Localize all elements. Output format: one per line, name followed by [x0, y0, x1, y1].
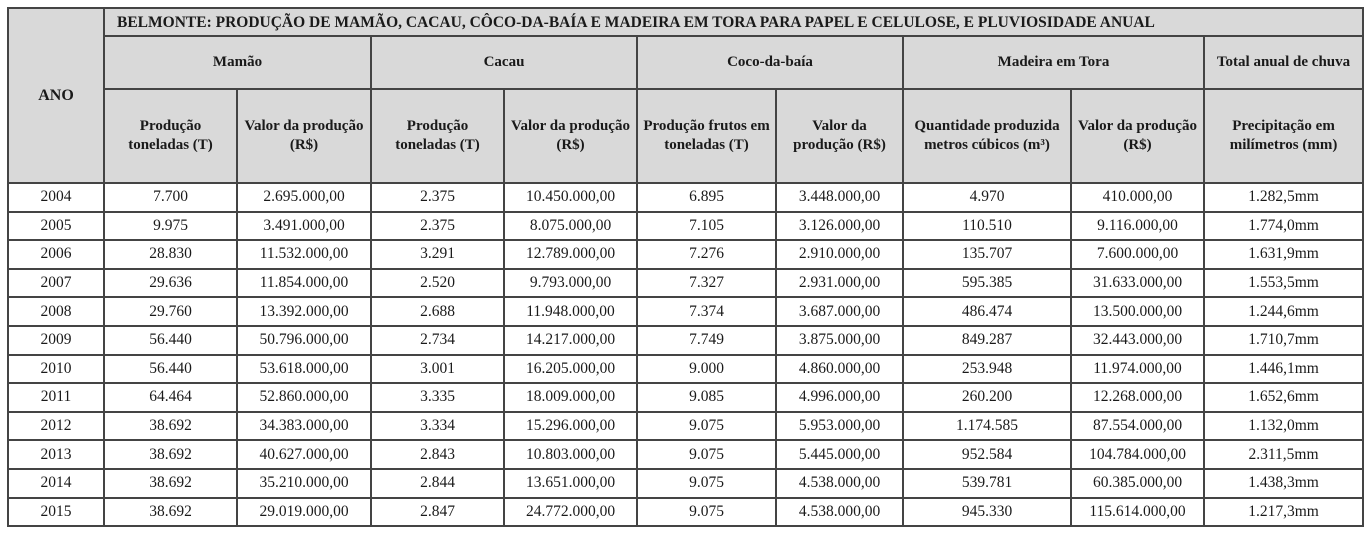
table-cell: 8.075.000,00 — [504, 212, 637, 241]
table-cell: 13.500.000,00 — [1071, 297, 1204, 326]
table-cell: 12.789.000,00 — [504, 240, 637, 269]
table-row — [8, 183, 1363, 212]
table-cell: 1.438,3mm — [1204, 469, 1363, 498]
table-cell: 253.948 — [903, 355, 1071, 384]
table-cell: 539.781 — [903, 469, 1071, 498]
table-cell: 10.803.000,00 — [504, 440, 637, 469]
table-cell: 1.652,6mm — [1204, 383, 1363, 412]
table-cell: 595.385 — [903, 269, 1071, 298]
table-cell: 2.695.000,00 — [237, 183, 371, 212]
table-cell: 56.440 — [104, 355, 237, 384]
table-row — [8, 440, 1363, 469]
table-cell: 15.296.000,00 — [504, 412, 637, 441]
table-cell: 28.830 — [104, 240, 237, 269]
table-cell: 4.996.000,00 — [776, 383, 903, 412]
table-cell: 2.375 — [371, 212, 504, 241]
table-cell: 9.975 — [104, 212, 237, 241]
table-cell: 1.174.585 — [903, 412, 1071, 441]
table-cell: 410.000,00 — [1071, 183, 1204, 212]
table-cell: 5.445.000,00 — [776, 440, 903, 469]
table-cell: 14.217.000,00 — [504, 326, 637, 355]
table-cell: 7.105 — [637, 212, 776, 241]
table-cell: 110.510 — [903, 212, 1071, 241]
table-cell: 13.651.000,00 — [504, 469, 637, 498]
table-cell: 11.948.000,00 — [504, 297, 637, 326]
table-cell: 60.385.000,00 — [1071, 469, 1204, 498]
table-cell: 9.075 — [637, 498, 776, 527]
column-header: Valor da produção (R$) — [1071, 89, 1204, 183]
table-cell: 2.847 — [371, 498, 504, 527]
table-cell: 9.075 — [637, 469, 776, 498]
table-cell: 952.584 — [903, 440, 1071, 469]
table-cell: 38.692 — [104, 440, 237, 469]
table-cell: 6.895 — [637, 183, 776, 212]
table-cell: 53.618.000,00 — [237, 355, 371, 384]
table-cell: 3.291 — [371, 240, 504, 269]
table-cell: 16.205.000,00 — [504, 355, 637, 384]
year-cell: 2009 — [8, 326, 104, 355]
year-cell: 2015 — [8, 498, 104, 527]
column-header: Valor da produção (R$) — [776, 89, 903, 183]
table-row — [8, 326, 1363, 355]
group-header-mamao: Mamão — [104, 36, 371, 89]
table-cell: 29.760 — [104, 297, 237, 326]
table-cell: 38.692 — [104, 469, 237, 498]
table-cell: 104.784.000,00 — [1071, 440, 1204, 469]
year-cell: 2008 — [8, 297, 104, 326]
year-cell: 2006 — [8, 240, 104, 269]
column-header: Precipitação em milímetros (mm) — [1204, 89, 1363, 183]
table-cell: 2.375 — [371, 183, 504, 212]
table-cell: 135.707 — [903, 240, 1071, 269]
table-cell: 29.636 — [104, 269, 237, 298]
group-header-cacau: Cacau — [371, 36, 637, 89]
table-cell: 7.600.000,00 — [1071, 240, 1204, 269]
table-cell: 3.335 — [371, 383, 504, 412]
table-cell: 1.217,3mm — [1204, 498, 1363, 527]
table-cell: 4.538.000,00 — [776, 498, 903, 527]
table-row — [8, 212, 1363, 241]
table-cell: 56.440 — [104, 326, 237, 355]
table-cell: 50.796.000,00 — [237, 326, 371, 355]
table-cell: 3.875.000,00 — [776, 326, 903, 355]
table-row — [8, 469, 1363, 498]
table-cell: 3.448.000,00 — [776, 183, 903, 212]
table-cell: 7.749 — [637, 326, 776, 355]
table-title: BELMONTE: PRODUÇÃO DE MAMÃO, CACAU, CÔCO-DA-BAÍA E MADEIRA EM TORA PARA PAPEL E CELULOSE, E PLUVIOSIDADE ANUAL — [104, 8, 1363, 36]
year-cell: 2012 — [8, 412, 104, 441]
table-cell: 38.692 — [104, 498, 237, 527]
table-cell: 2.311,5mm — [1204, 440, 1363, 469]
table-cell: 7.276 — [637, 240, 776, 269]
table-cell: 1.774,0mm — [1204, 212, 1363, 241]
table-cell: 1.282,5mm — [1204, 183, 1363, 212]
table-cell: 849.287 — [903, 326, 1071, 355]
group-header-chuva: Total anual de chuva — [1204, 36, 1363, 89]
group-header-madeira: Madeira em Tora — [903, 36, 1204, 89]
column-header: Valor da produção (R$) — [504, 89, 637, 183]
table-cell: 9.085 — [637, 383, 776, 412]
table-cell: 7.374 — [637, 297, 776, 326]
table-cell: 4.538.000,00 — [776, 469, 903, 498]
year-cell: 2004 — [8, 183, 104, 212]
table-row — [8, 412, 1363, 441]
table-row — [8, 355, 1363, 384]
table-cell: 29.019.000,00 — [237, 498, 371, 527]
table-cell: 2.520 — [371, 269, 504, 298]
year-header: ANO — [8, 8, 104, 183]
table-row — [8, 498, 1363, 527]
table-cell: 31.633.000,00 — [1071, 269, 1204, 298]
table-cell: 9.116.000,00 — [1071, 212, 1204, 241]
table-cell: 87.554.000,00 — [1071, 412, 1204, 441]
column-header: Produção toneladas (T) — [371, 89, 504, 183]
table-cell: 2.843 — [371, 440, 504, 469]
table-cell: 3.126.000,00 — [776, 212, 903, 241]
table-cell: 1.710,7mm — [1204, 326, 1363, 355]
table-cell: 7.327 — [637, 269, 776, 298]
table-cell: 2.931.000,00 — [776, 269, 903, 298]
table-cell: 486.474 — [903, 297, 1071, 326]
table-cell: 11.854.000,00 — [237, 269, 371, 298]
year-cell: 2011 — [8, 383, 104, 412]
table-cell: 9.075 — [637, 412, 776, 441]
year-cell: 2007 — [8, 269, 104, 298]
table-cell: 3.491.000,00 — [237, 212, 371, 241]
table-cell: 3.001 — [371, 355, 504, 384]
table-cell: 2.688 — [371, 297, 504, 326]
table-cell: 18.009.000,00 — [504, 383, 637, 412]
table-row — [8, 297, 1363, 326]
table-cell: 1.631,9mm — [1204, 240, 1363, 269]
table-cell: 64.464 — [104, 383, 237, 412]
table-cell: 11.532.000,00 — [237, 240, 371, 269]
table-cell: 1.446,1mm — [1204, 355, 1363, 384]
table-cell: 3.334 — [371, 412, 504, 441]
table-cell: 2.844 — [371, 469, 504, 498]
table-row — [8, 240, 1363, 269]
year-cell: 2005 — [8, 212, 104, 241]
column-header: Valor da produção (R$) — [237, 89, 371, 183]
table-cell: 32.443.000,00 — [1071, 326, 1204, 355]
table-cell: 10.450.000,00 — [504, 183, 637, 212]
table-cell: 11.974.000,00 — [1071, 355, 1204, 384]
production-table — [7, 7, 1364, 527]
table-cell: 9.000 — [637, 355, 776, 384]
table-row — [8, 383, 1363, 412]
table-cell: 1.553,5mm — [1204, 269, 1363, 298]
table-cell: 2.910.000,00 — [776, 240, 903, 269]
column-header: Quantidade produzida metros cúbicos (m³) — [903, 89, 1071, 183]
column-header: Produção frutos em toneladas (T) — [637, 89, 776, 183]
table-cell: 4.970 — [903, 183, 1071, 212]
table-cell: 9.793.000,00 — [504, 269, 637, 298]
table-cell: 260.200 — [903, 383, 1071, 412]
table-cell: 5.953.000,00 — [776, 412, 903, 441]
table-cell: 115.614.000,00 — [1071, 498, 1204, 527]
table-cell: 3.687.000,00 — [776, 297, 903, 326]
table-cell: 38.692 — [104, 412, 237, 441]
table-cell: 40.627.000,00 — [237, 440, 371, 469]
table-cell: 4.860.000,00 — [776, 355, 903, 384]
table-row — [8, 269, 1363, 298]
table-cell: 24.772.000,00 — [504, 498, 637, 527]
table-cell: 13.392.000,00 — [237, 297, 371, 326]
table-cell: 12.268.000,00 — [1071, 383, 1204, 412]
table-cell: 34.383.000,00 — [237, 412, 371, 441]
group-header-coco: Coco-da-baía — [637, 36, 903, 89]
column-header: Produção toneladas (T) — [104, 89, 237, 183]
year-cell: 2010 — [8, 355, 104, 384]
year-cell: 2014 — [8, 469, 104, 498]
table-cell: 1.244,6mm — [1204, 297, 1363, 326]
year-cell: 2013 — [8, 440, 104, 469]
table-cell: 52.860.000,00 — [237, 383, 371, 412]
table-cell: 9.075 — [637, 440, 776, 469]
table-cell: 35.210.000,00 — [237, 469, 371, 498]
table-cell: 1.132,0mm — [1204, 412, 1363, 441]
table-cell: 2.734 — [371, 326, 504, 355]
table-cell: 945.330 — [903, 498, 1071, 527]
table-cell: 7.700 — [104, 183, 237, 212]
